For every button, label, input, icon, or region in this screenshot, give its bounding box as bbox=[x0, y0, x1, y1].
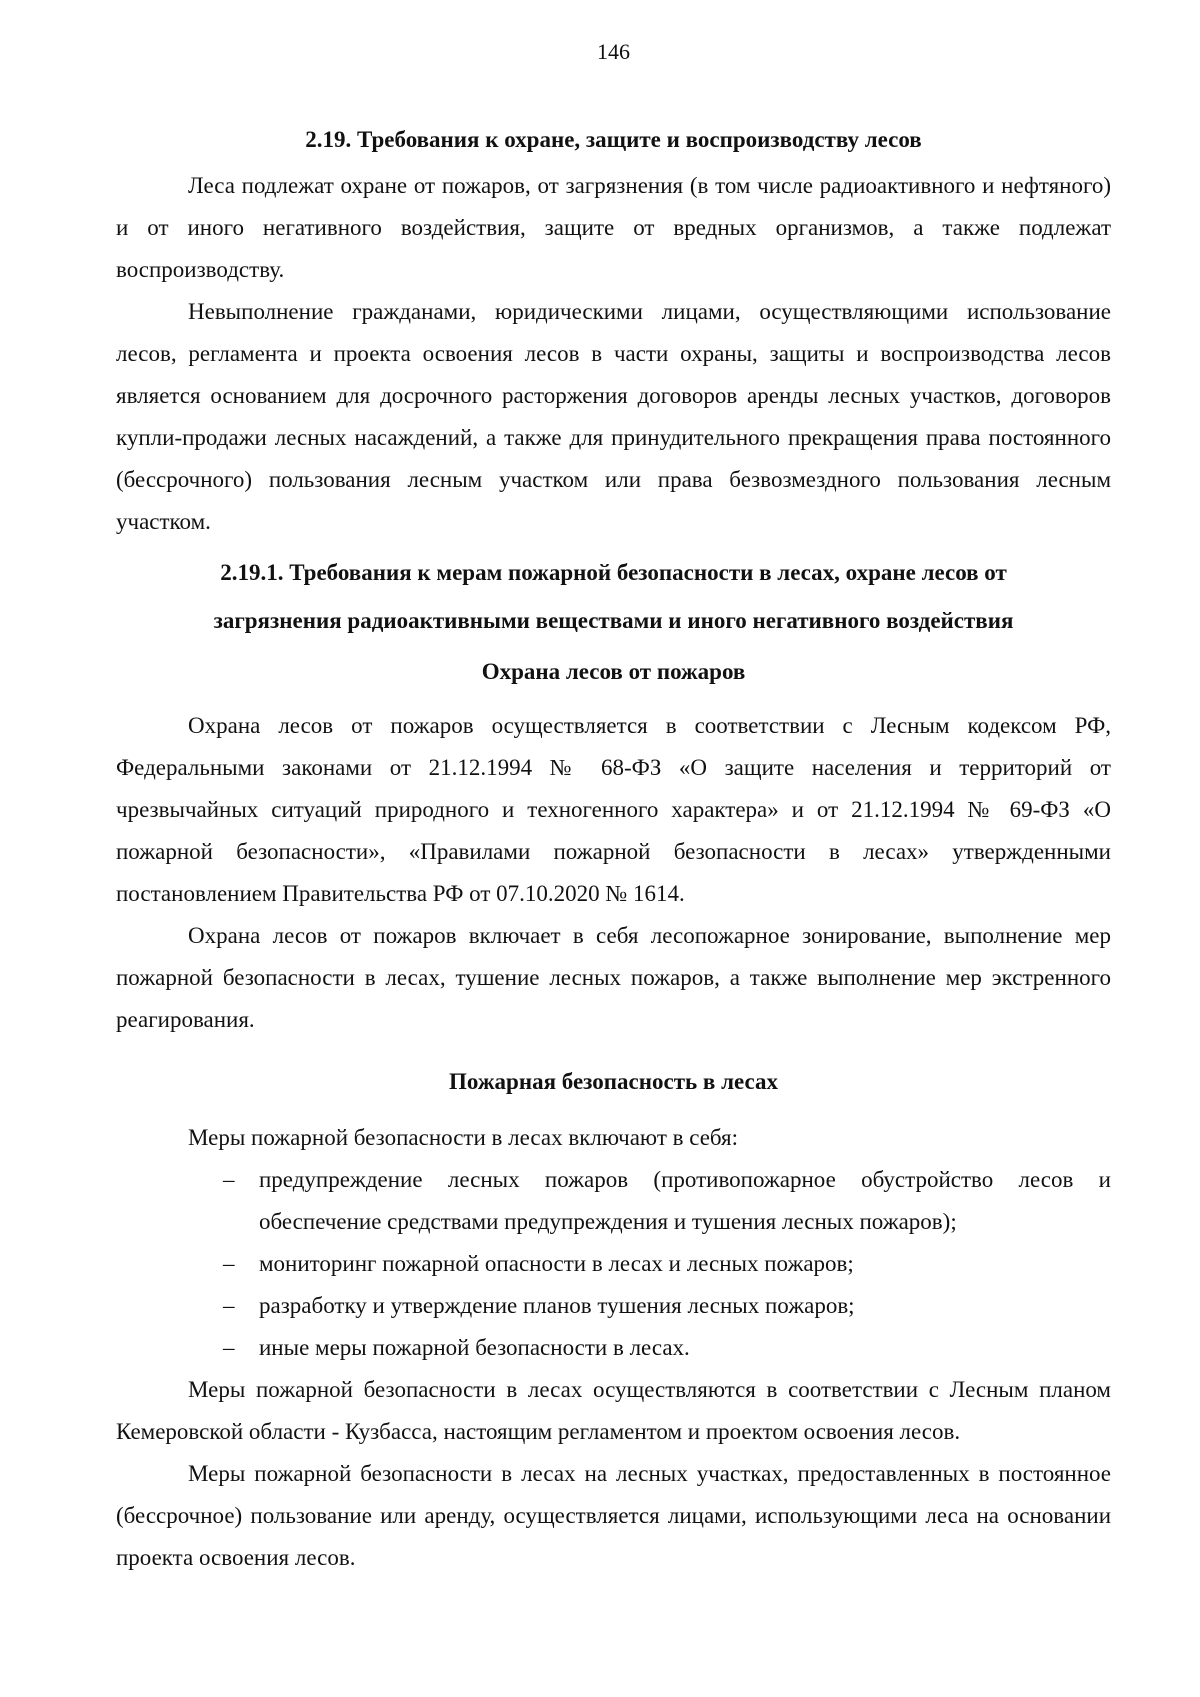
page-number: 146 bbox=[597, 39, 630, 64]
list-item bbox=[116, 1327, 1111, 1369]
list-item-text: мониторинг пожарной опасности в лесах и лесных пожаров; bbox=[259, 1251, 854, 1276]
page-content bbox=[116, 125, 1111, 1579]
fire-protection-paragraph-2: Охрана лесов от пожаров включает в себя лесопожарное зонирование, выполнение мер пожарной безопасности в лесах, тушение лесных пожаров, а также выполнение мер экстренного реагирования. bbox=[116, 923, 1111, 1032]
list-item-text: иные меры пожарной безопасности в лесах. bbox=[259, 1335, 690, 1360]
list-item bbox=[116, 1159, 1111, 1243]
fire-protection-title: Охрана лесов от пожаров bbox=[481, 659, 746, 684]
fire-safety-paragraph-1: Меры пожарной безопасности в лесах осуществляются в соответствии с Лесным планом Кемеровской области - Кузбасса, настоящим регламентом и проектом освоения лесов. bbox=[116, 1377, 1111, 1444]
list-item-text: разработку и утверждение планов тушения лесных пожаров; bbox=[259, 1293, 855, 1318]
fire-safety-paragraph-2: Меры пожарной безопасности в лесах на лесных участках, предоставленных в постоянное (бессрочное) пользование или аренду, осуществляется лицами, использующими леса на основании проекта освоения лесов. bbox=[116, 1461, 1111, 1570]
dash-bullet: – bbox=[223, 1293, 235, 1318]
fire-safety-intro: Меры пожарной безопасности в лесах включают в себя: bbox=[188, 1125, 739, 1150]
dash-bullet: – bbox=[223, 1251, 235, 1276]
section-title: 2.19. Требования к охране, защите и воспроизводству лесов bbox=[305, 127, 922, 152]
fire-safety-measures-list bbox=[116, 1159, 1111, 1369]
dash-bullet: – bbox=[223, 1167, 235, 1192]
list-item-text: предупреждение лесных пожаров (противопожарное обустройство лесов и обеспечение средствами предупреждения и тушения лесных пожаров); bbox=[259, 1167, 1111, 1234]
intro-paragraph-1: Леса подлежат охране от пожаров, от загрязнения (в том числе радиоактивного и нефтяного) и от иного негативного воздействия, защите от вредных организмов, а также подлежат воспроизводству. bbox=[116, 173, 1111, 282]
list-item bbox=[116, 1285, 1111, 1327]
dash-bullet: – bbox=[223, 1335, 235, 1360]
list-item bbox=[116, 1243, 1111, 1285]
intro-paragraph-2: Невыполнение гражданами, юридическими лицами, осуществляющими использование лесов, регламента и проекта освоения лесов в части охраны, защиты и воспроизводства лесов является основанием для досрочного расторжения договоров аренды лесных участков, договоров купли-продажи лесных насаждений, а также для принудительного прекращения права постоянного (бессрочного) пользования лесным участком или права безвозмездного пользования лесным участком. bbox=[116, 299, 1111, 534]
fire-protection-paragraph-1: Охрана лесов от пожаров осуществляется в соответствии с Лесным кодексом РФ, Федеральными законами от 21.12.1994 № 68-ФЗ «О защите населения и территорий от чрезвычайных ситуаций природного и техногенного характера» и от 21.12.1994 № 69-ФЗ «О пожарной безопасности», «Правилами пожарной безопасности в лесах» утвержденными постановлением Правительства РФ от 07.10.2020 № 1614. bbox=[116, 713, 1111, 906]
fire-safety-title: Пожарная безопасность в лесах bbox=[449, 1069, 778, 1094]
subsection-title: 2.19.1. Требования к мерам пожарной безопасности в лесах, охране лесов от загрязнения радиоактивными веществами и иного негативного воздействия bbox=[213, 560, 1014, 633]
